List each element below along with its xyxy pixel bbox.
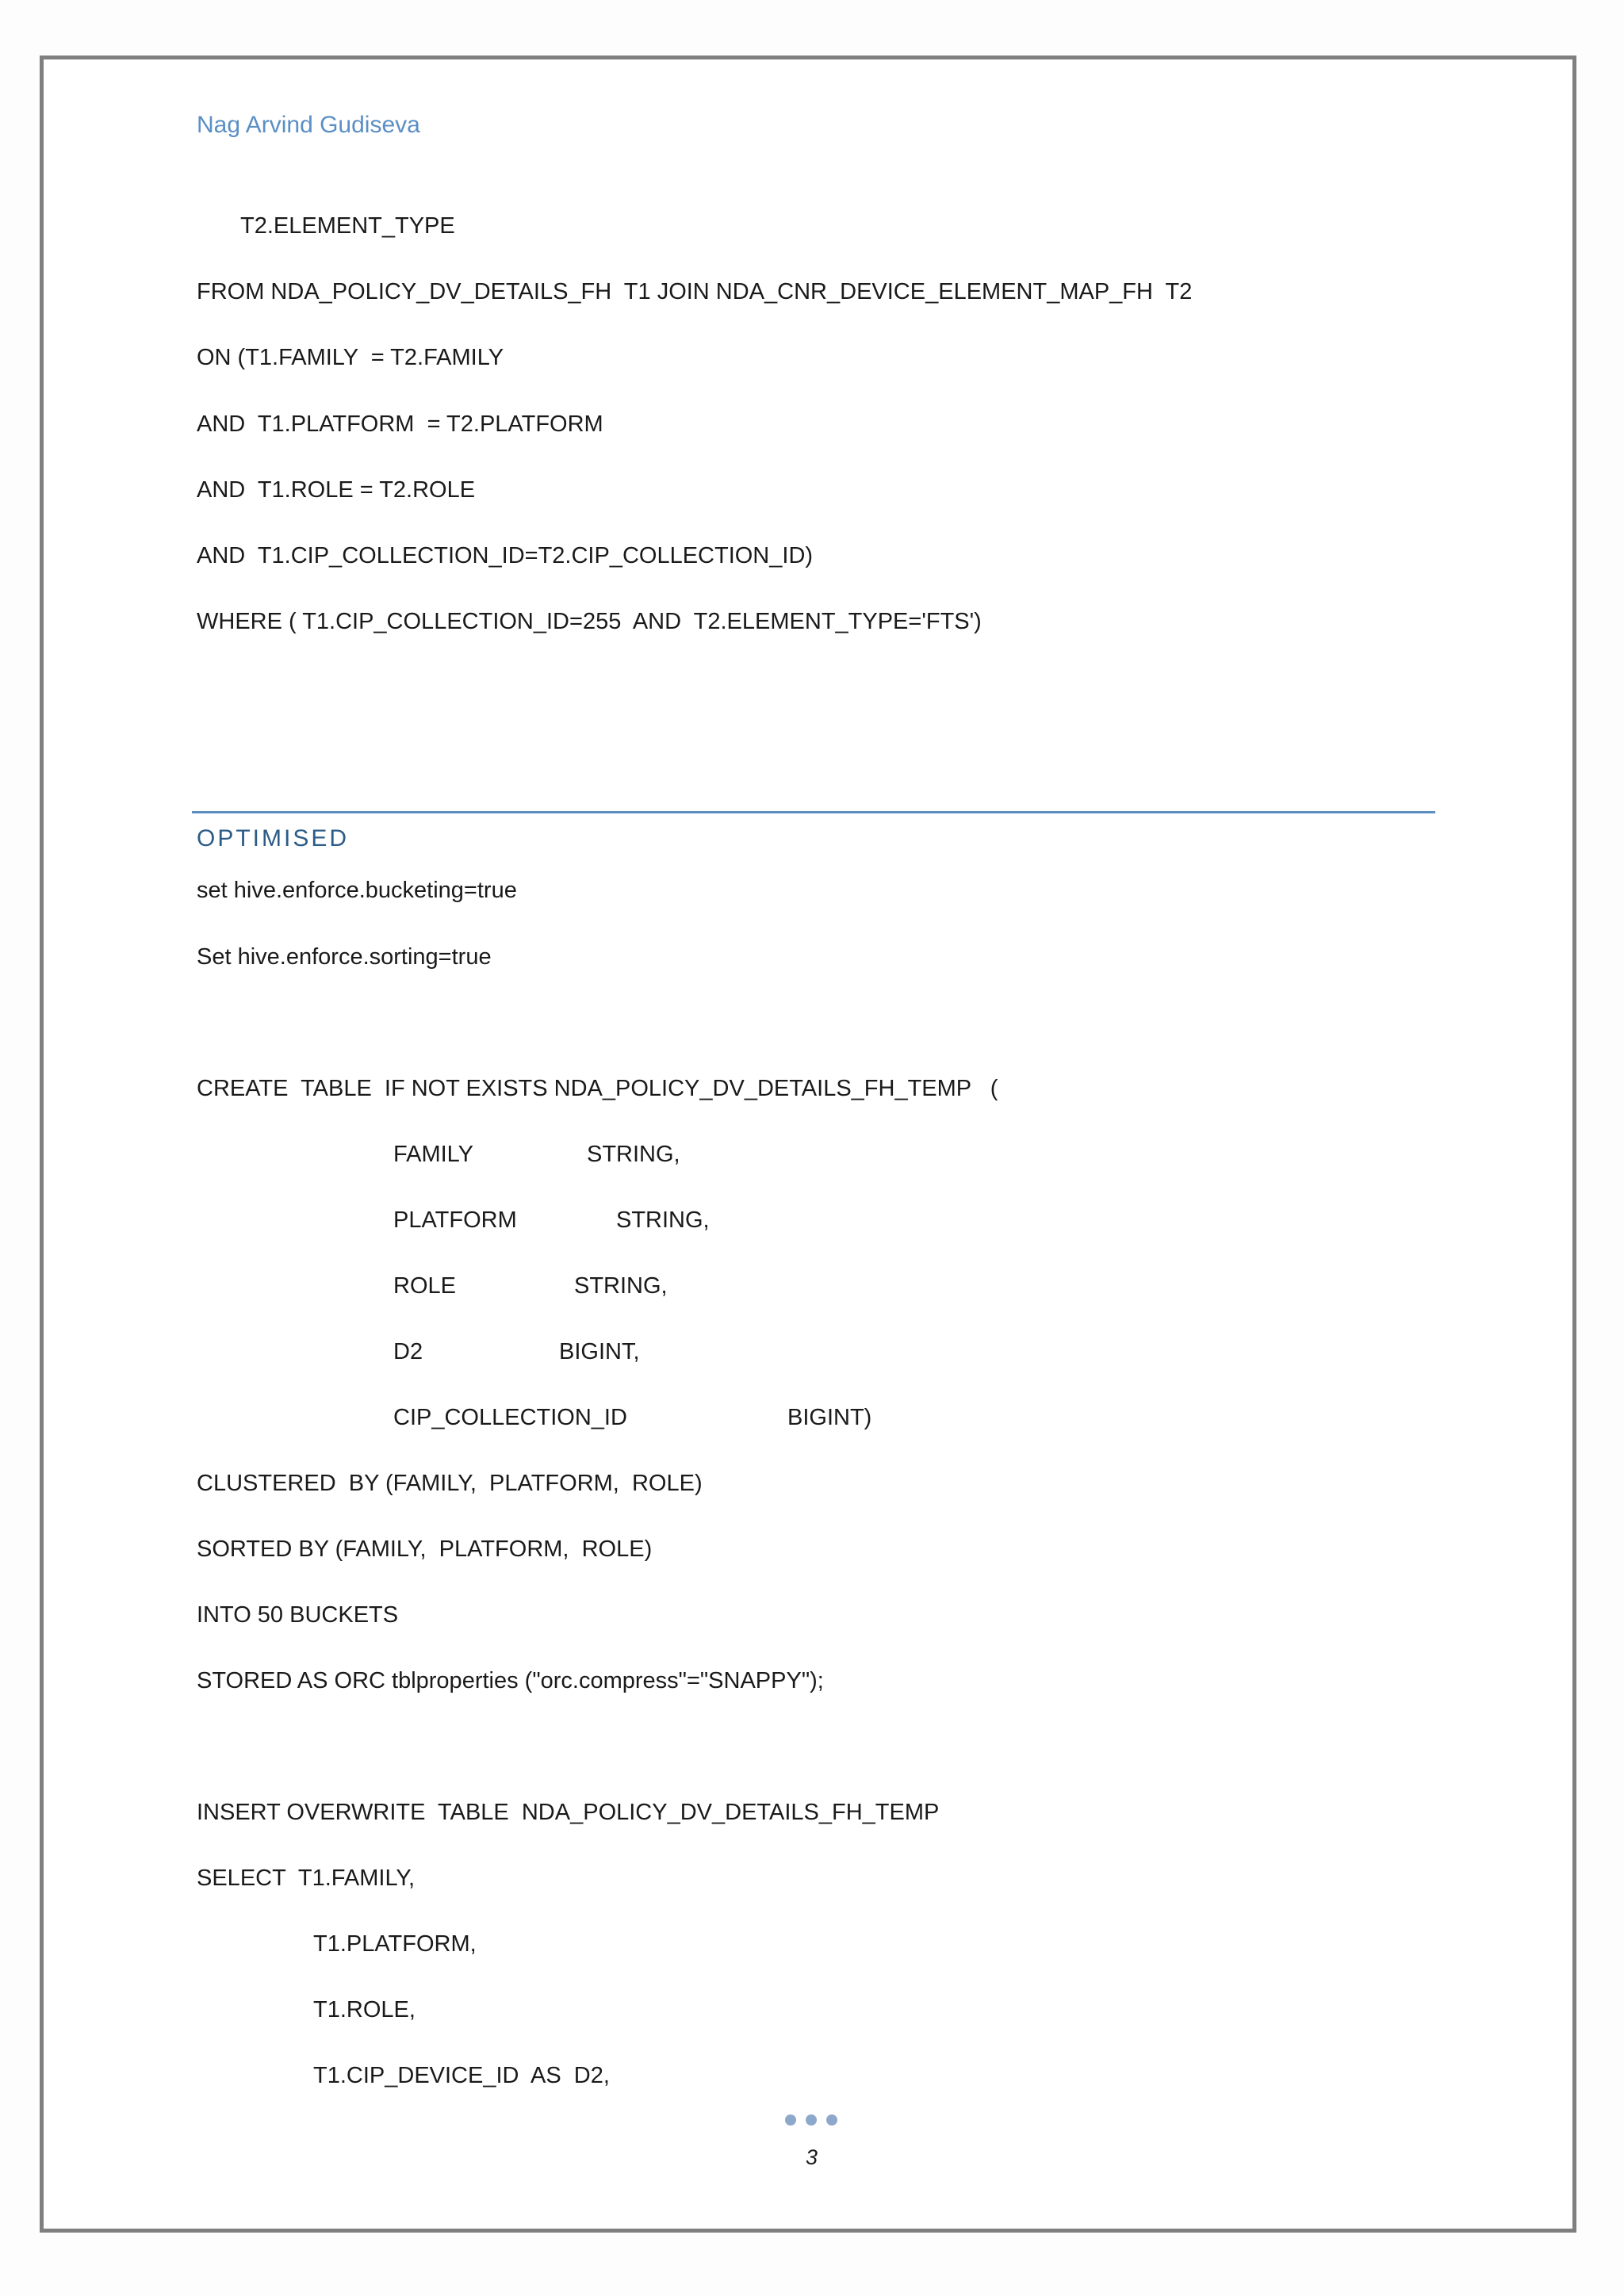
column-name: ROLE <box>393 1273 456 1299</box>
section-heading: OPTIMISED <box>197 825 350 851</box>
query-line: WHERE ( T1.CIP_COLLECTION_ID=255 AND T2.ELEMENT_TYPE='FTS') <box>197 609 982 634</box>
query-line: AND T1.CIP_COLLECTION_ID=T2.CIP_COLLECTION_ID) <box>197 543 814 568</box>
setting-line: Set hive.enforce.sorting=true <box>197 944 492 970</box>
dot-icon <box>806 2114 817 2126</box>
column-name: CIP_COLLECTION_ID <box>393 1405 627 1430</box>
query-line: FROM NDA_POLICY_DV_DETAILS_FH T1 JOIN NDA_CNR_DEVICE_ELEMENT_MAP_FH T2 <box>197 279 1193 304</box>
dot-icon <box>785 2114 796 2126</box>
column-type: STRING, <box>574 1273 668 1299</box>
column-type: STRING, <box>616 1207 710 1233</box>
column-name: PLATFORM <box>393 1207 517 1233</box>
select-line: SELECT T1.FAMILY, <box>197 1866 416 1891</box>
select-line: T1.ROLE, <box>313 1997 416 2022</box>
select-line: T1.PLATFORM, <box>313 1931 477 1957</box>
setting-line: set hive.enforce.bucketing=true <box>197 878 517 903</box>
column-type: STRING, <box>587 1142 680 1167</box>
column-type: BIGINT) <box>787 1405 872 1430</box>
table-option: SORTED BY (FAMILY, PLATFORM, ROLE) <box>197 1536 653 1562</box>
column-name: FAMILY <box>393 1142 473 1167</box>
footer-dots-icon <box>785 2114 837 2126</box>
table-option: INTO 50 BUCKETS <box>197 1602 399 1628</box>
insert-statement: INSERT OVERWRITE TABLE NDA_POLICY_DV_DETAILS_FH_TEMP <box>197 1800 940 1825</box>
page-number: 3 <box>806 2145 818 2169</box>
page-frame <box>40 55 1576 2233</box>
column-type: BIGINT, <box>559 1339 640 1364</box>
dot-icon <box>826 2114 837 2126</box>
query-line: AND T1.ROLE = T2.ROLE <box>197 477 476 503</box>
author-header: Nag Arvind Gudiseva <box>197 112 420 138</box>
query-line: AND T1.PLATFORM = T2.PLATFORM <box>197 411 603 437</box>
create-statement: CREATE TABLE IF NOT EXISTS NDA_POLICY_DV_DETAILS_FH_TEMP ( <box>197 1076 998 1101</box>
select-line: T1.CIP_DEVICE_ID AS D2, <box>313 2063 610 2088</box>
table-option: CLUSTERED BY (FAMILY, PLATFORM, ROLE) <box>197 1471 703 1496</box>
table-option: STORED AS ORC tblproperties ("orc.compress"="SNAPPY"); <box>197 1668 824 1693</box>
section-divider <box>192 811 1435 813</box>
query-line: ON (T1.FAMILY = T2.FAMILY <box>197 345 504 370</box>
column-name: D2 <box>393 1339 423 1364</box>
query-line: T2.ELEMENT_TYPE <box>240 213 455 239</box>
